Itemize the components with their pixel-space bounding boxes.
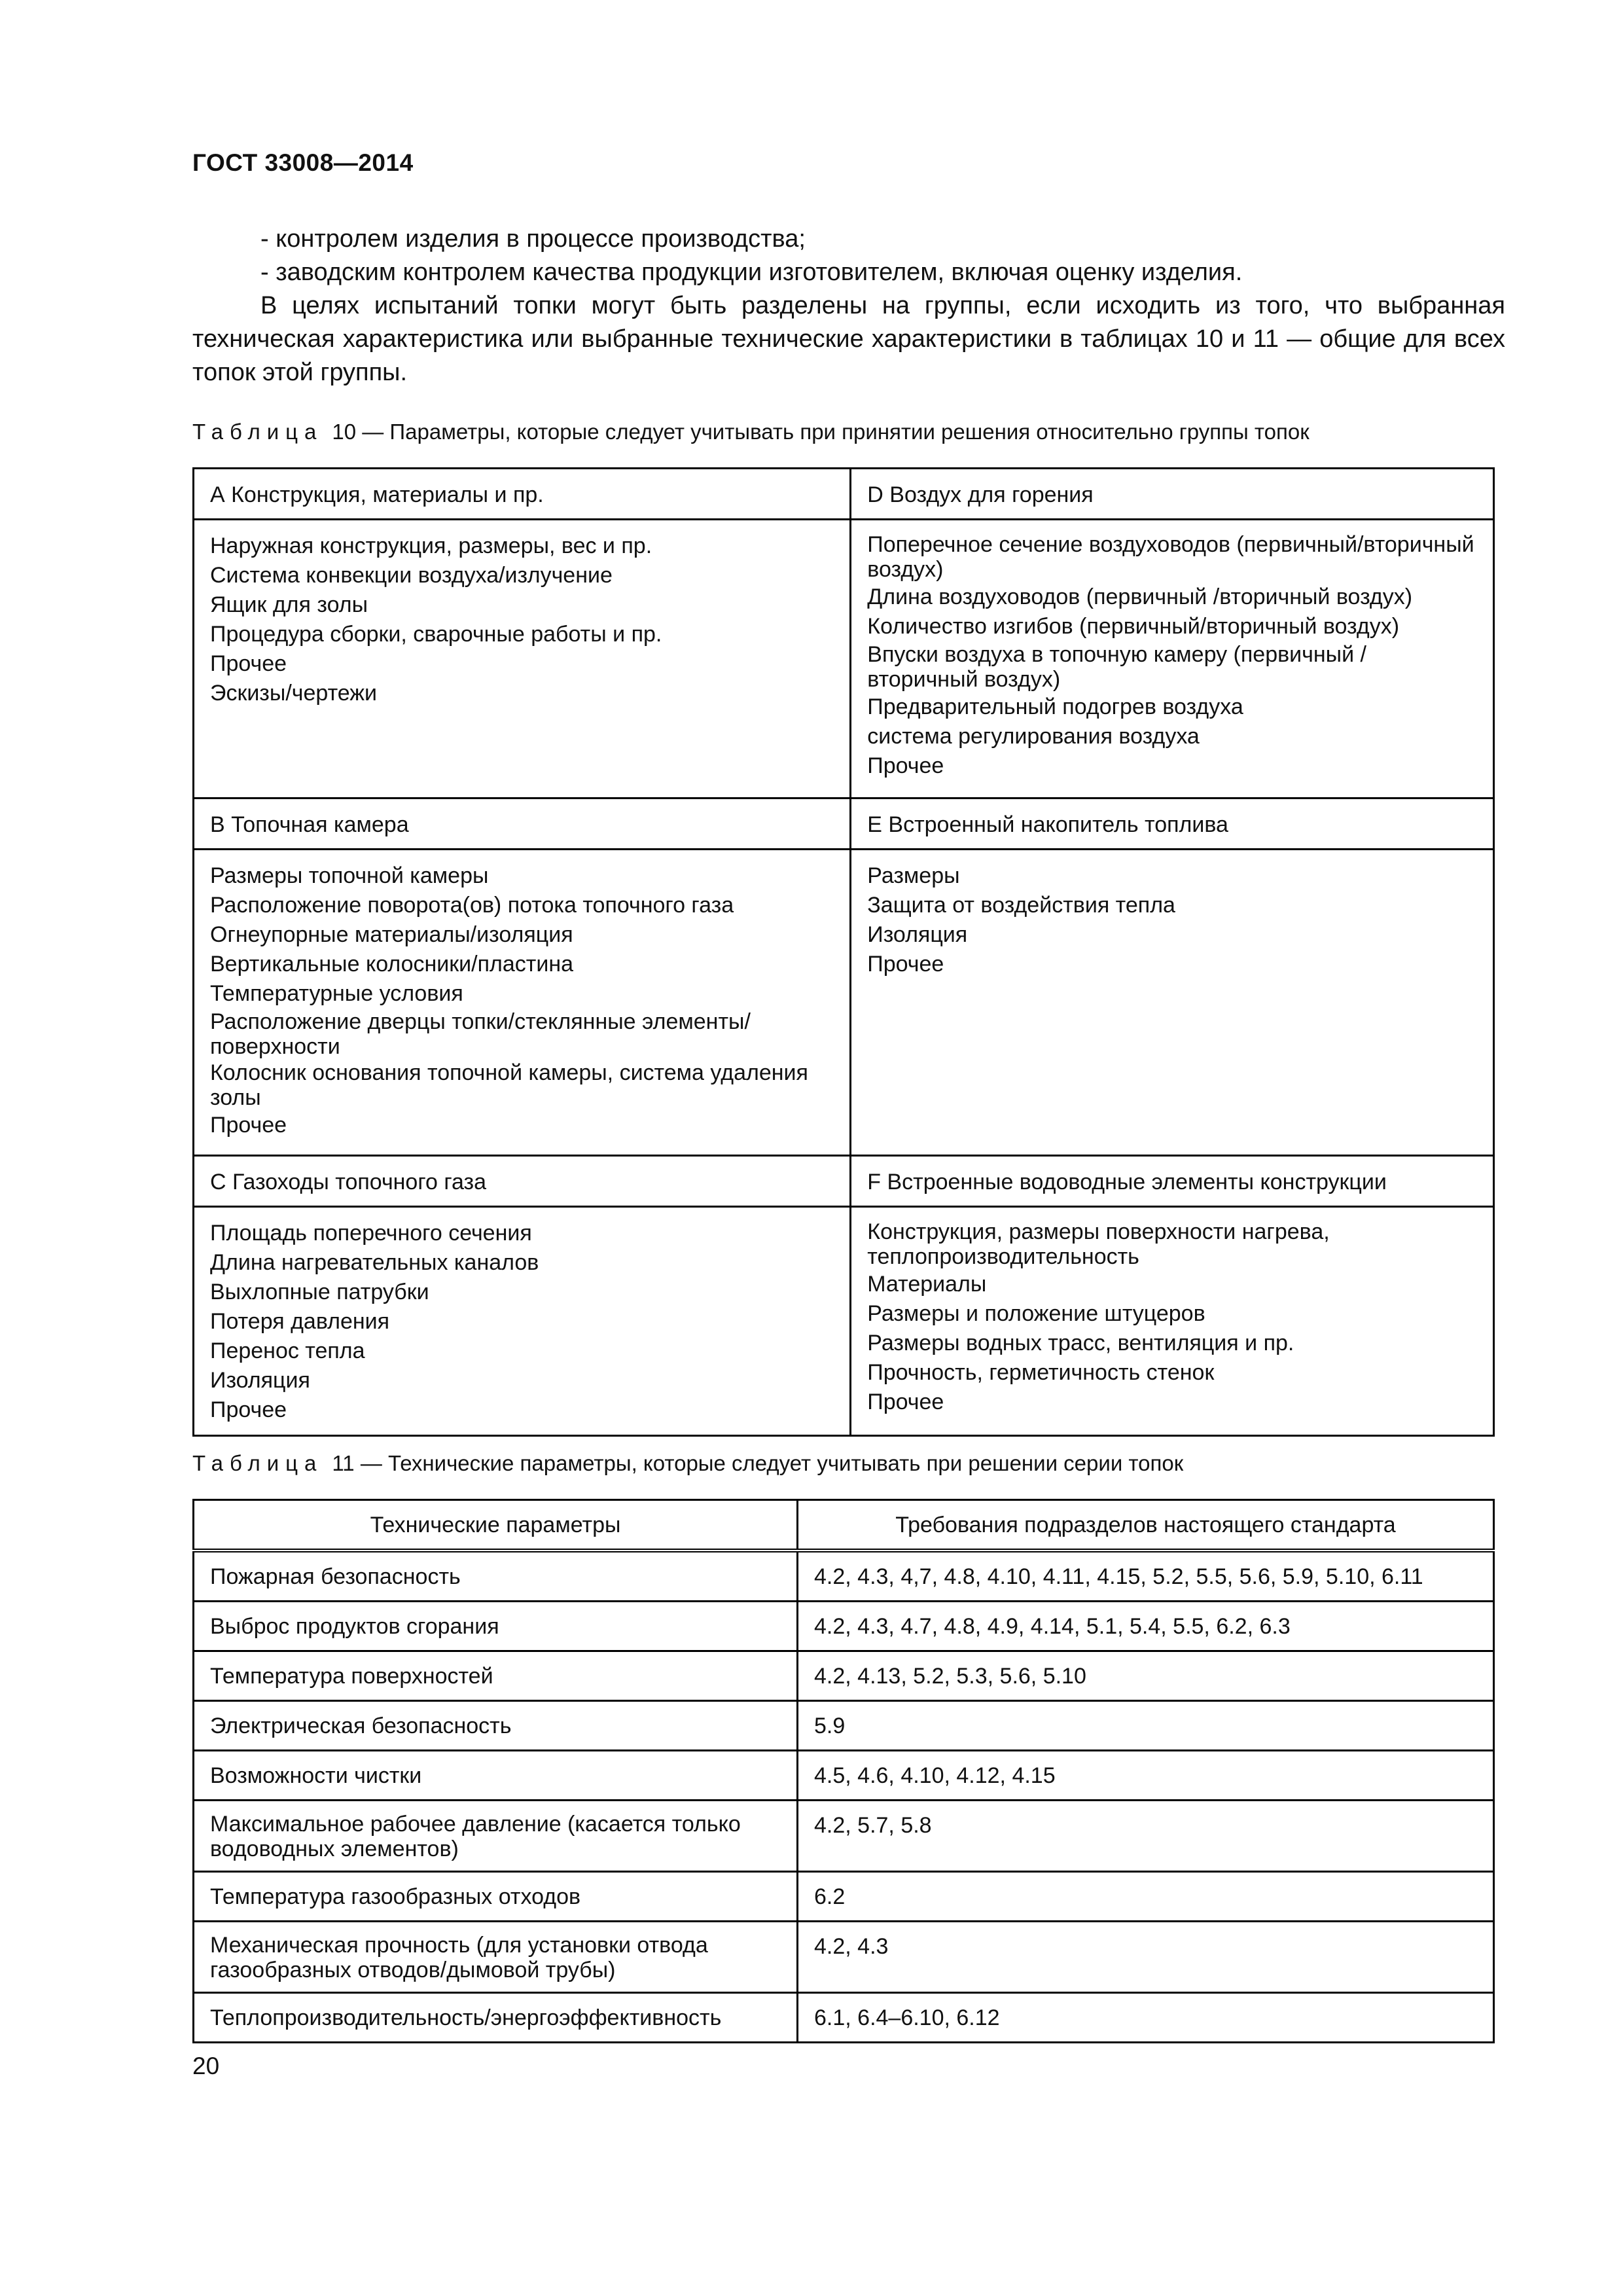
caption-text: 10 — Параметры, которые следует учитывать при принятии решения относительно группы топок: [332, 420, 1310, 444]
list-item: Процедура сборки, сварочные работы и пр.: [210, 622, 662, 647]
table-cell: 4.2, 5.7, 5.8: [798, 1801, 1494, 1872]
table-cell: 4.2, 4.13, 5.2, 5.3, 5.6, 5.10: [798, 1651, 1494, 1701]
list-item: Прочее: [210, 1397, 287, 1422]
table-cell: 4.5, 4.6, 4.10, 4.12, 4.15: [798, 1751, 1494, 1801]
list-item: Изоляция: [867, 922, 968, 947]
list-item: Прочее: [867, 753, 944, 778]
list-item: Поперечное сечение воздуховодов (первичный/вторичный воздух): [867, 532, 1474, 582]
table-11-caption: [192, 1450, 1183, 1477]
table-cell: [194, 850, 851, 1156]
list-item: Материалы: [867, 1272, 987, 1297]
document-header: ГОСТ 33008—2014: [192, 149, 414, 176]
column-header: Требования подразделов настоящего стандарта: [798, 1500, 1494, 1551]
table-cell: А Конструкция, материалы и пр.: [194, 469, 851, 520]
table-cell: В Топочная камера: [194, 798, 851, 850]
list-item: Выхлопные патрубки: [210, 1280, 429, 1304]
list-item: Эскизы/чертежи: [210, 681, 378, 706]
list-item: Расположение поворота(ов) потока топочного газа: [210, 893, 734, 918]
list-item: Впуски воздуха в топочную камеру (первичный /вторичный воздух): [867, 642, 1366, 692]
intro-paragraph: В целях испытаний топки могут быть разделены на группы, если исходить из того, что выбранная техническая характеристика или выбранные технические характеристики в таблицах 10 и 11 — общие для всех топок этой группы.: [192, 292, 1505, 386]
table-section-header: [194, 798, 1494, 850]
list-item: Размеры топочной камеры: [210, 863, 489, 888]
table-row: [194, 1651, 1494, 1701]
list-item: Количество изгибов (первичный/вторичный воздух): [867, 614, 1400, 639]
list-item: - контролем изделия в процессе производства;: [260, 225, 806, 253]
caption-word: Таблица: [192, 1451, 323, 1475]
list-item: Перенос тепла: [210, 1338, 365, 1363]
intro-text: [192, 223, 1505, 389]
list-item: Прочее: [210, 651, 287, 676]
table-cell: Механическая прочность (для установки отвода газообразных отводов/дымовой трубы): [194, 1922, 798, 1993]
table-11: [192, 1499, 1495, 2043]
list-item: Прочность, герметичность стенок: [867, 1360, 1215, 1385]
table-cell: Максимальное рабочее давление (касается только водоводных элементов): [194, 1801, 798, 1872]
table-section-body: [194, 850, 1494, 1156]
table-section-body: [194, 1207, 1494, 1436]
table-row: [194, 1751, 1494, 1801]
list-item: Размеры водных трасс, вентиляция и пр.: [867, 1331, 1294, 1355]
caption-word: Таблица: [192, 420, 323, 444]
page-number: 20: [192, 2053, 220, 2079]
column-header: Технические параметры: [194, 1500, 798, 1551]
table-cell: Е Встроенный накопитель топлива: [851, 798, 1494, 850]
list-item: Изоляция: [210, 1368, 310, 1393]
list-item: Размеры и положение штуцеров: [867, 1301, 1205, 1326]
list-item: система регулирования воздуха: [867, 724, 1200, 749]
table-cell: [194, 520, 851, 798]
table-row: [194, 1993, 1494, 2043]
list-item: Вертикальные колосники/пластина: [210, 952, 574, 977]
table-cell: Электрическая безопасность: [194, 1701, 798, 1751]
table-cell: 4.2, 4.3, 4,7, 4.8, 4.10, 4.11, 4.15, 5.2, 5.5, 5.6, 5.9, 5.10, 6.11: [798, 1551, 1494, 1602]
table-cell: Выброс продуктов сгорания: [194, 1602, 798, 1651]
table-cell: 4.2, 4.3, 4.7, 4.8, 4.9, 4.14, 5.1, 5.4, 5.5, 6.2, 6.3: [798, 1602, 1494, 1651]
list-item: Длина нагревательных каналов: [210, 1250, 539, 1275]
table-cell: [851, 1207, 1494, 1436]
list-item: Расположение дверцы топки/стеклянные элементы/ поверхности: [210, 1009, 751, 1059]
list-item: - заводским контролем качества продукции изготовителем, включая оценку изделия.: [260, 259, 1243, 286]
list-item: Конструкция, размеры поверхности нагрева, теплопроизводительность: [867, 1219, 1330, 1269]
list-item: Предварительный подогрев воздуха: [867, 694, 1243, 719]
list-item: Размеры: [867, 863, 960, 888]
table-header-row: [194, 1500, 1494, 1551]
list-item: Огнеупорные материалы/изоляция: [210, 922, 573, 947]
table-row: [194, 1872, 1494, 1922]
list-item: Прочее: [867, 952, 944, 977]
list-item: Потеря давления: [210, 1309, 390, 1334]
list-item: Длина воздуховодов (первичный /вторичный воздух): [867, 584, 1413, 609]
table-cell: [194, 1207, 851, 1436]
table-cell: Температура поверхностей: [194, 1651, 798, 1701]
caption-text: 11 — Технические параметры, которые следует учитывать при решении серии топок: [332, 1451, 1184, 1475]
table-cell: 6.1, 6.4–6.10, 6.12: [798, 1993, 1494, 2043]
table-cell: С Газоходы топочного газа: [194, 1156, 851, 1207]
list-item: Прочее: [867, 1390, 944, 1414]
list-item: Прочее: [210, 1113, 287, 1138]
table-cell: F Встроенные водоводные элементы конструкции: [851, 1156, 1494, 1207]
table-section-header: [194, 469, 1494, 520]
table-cell: [851, 520, 1494, 798]
list-item: Наружная конструкция, размеры, вес и пр.: [210, 533, 652, 558]
table-row: [194, 1551, 1494, 1602]
table-cell: Пожарная безопасность: [194, 1551, 798, 1602]
list-item: Защита от воздействия тепла: [867, 893, 1175, 918]
table-row: [194, 1602, 1494, 1651]
table-section-header: [194, 1156, 1494, 1207]
table-section-body: [194, 520, 1494, 798]
list-item: Температурные условия: [210, 981, 463, 1006]
table-cell: 6.2: [798, 1872, 1494, 1922]
list-item: Колосник основания топочной камеры, система удаления золы: [210, 1060, 808, 1110]
list-item: Ящик для золы: [210, 592, 368, 617]
table-10: [192, 467, 1495, 1437]
table-10-caption: [192, 419, 1310, 445]
table-cell: D Воздух для горения: [851, 469, 1494, 520]
table-cell: Теплопроизводительность/энергоэффективность: [194, 1993, 798, 2043]
table-cell: 5.9: [798, 1701, 1494, 1751]
table-cell: Возможности чистки: [194, 1751, 798, 1801]
table-cell: Температура газообразных отходов: [194, 1872, 798, 1922]
list-item: Система конвекции воздуха/излучение: [210, 563, 613, 588]
table-cell: 4.2, 4.3: [798, 1922, 1494, 1993]
table-row: [194, 1701, 1494, 1751]
list-item: Площадь поперечного сечения: [210, 1221, 532, 1246]
table-cell: [851, 850, 1494, 1156]
table-row: [194, 1801, 1494, 1872]
table-row: [194, 1922, 1494, 1993]
